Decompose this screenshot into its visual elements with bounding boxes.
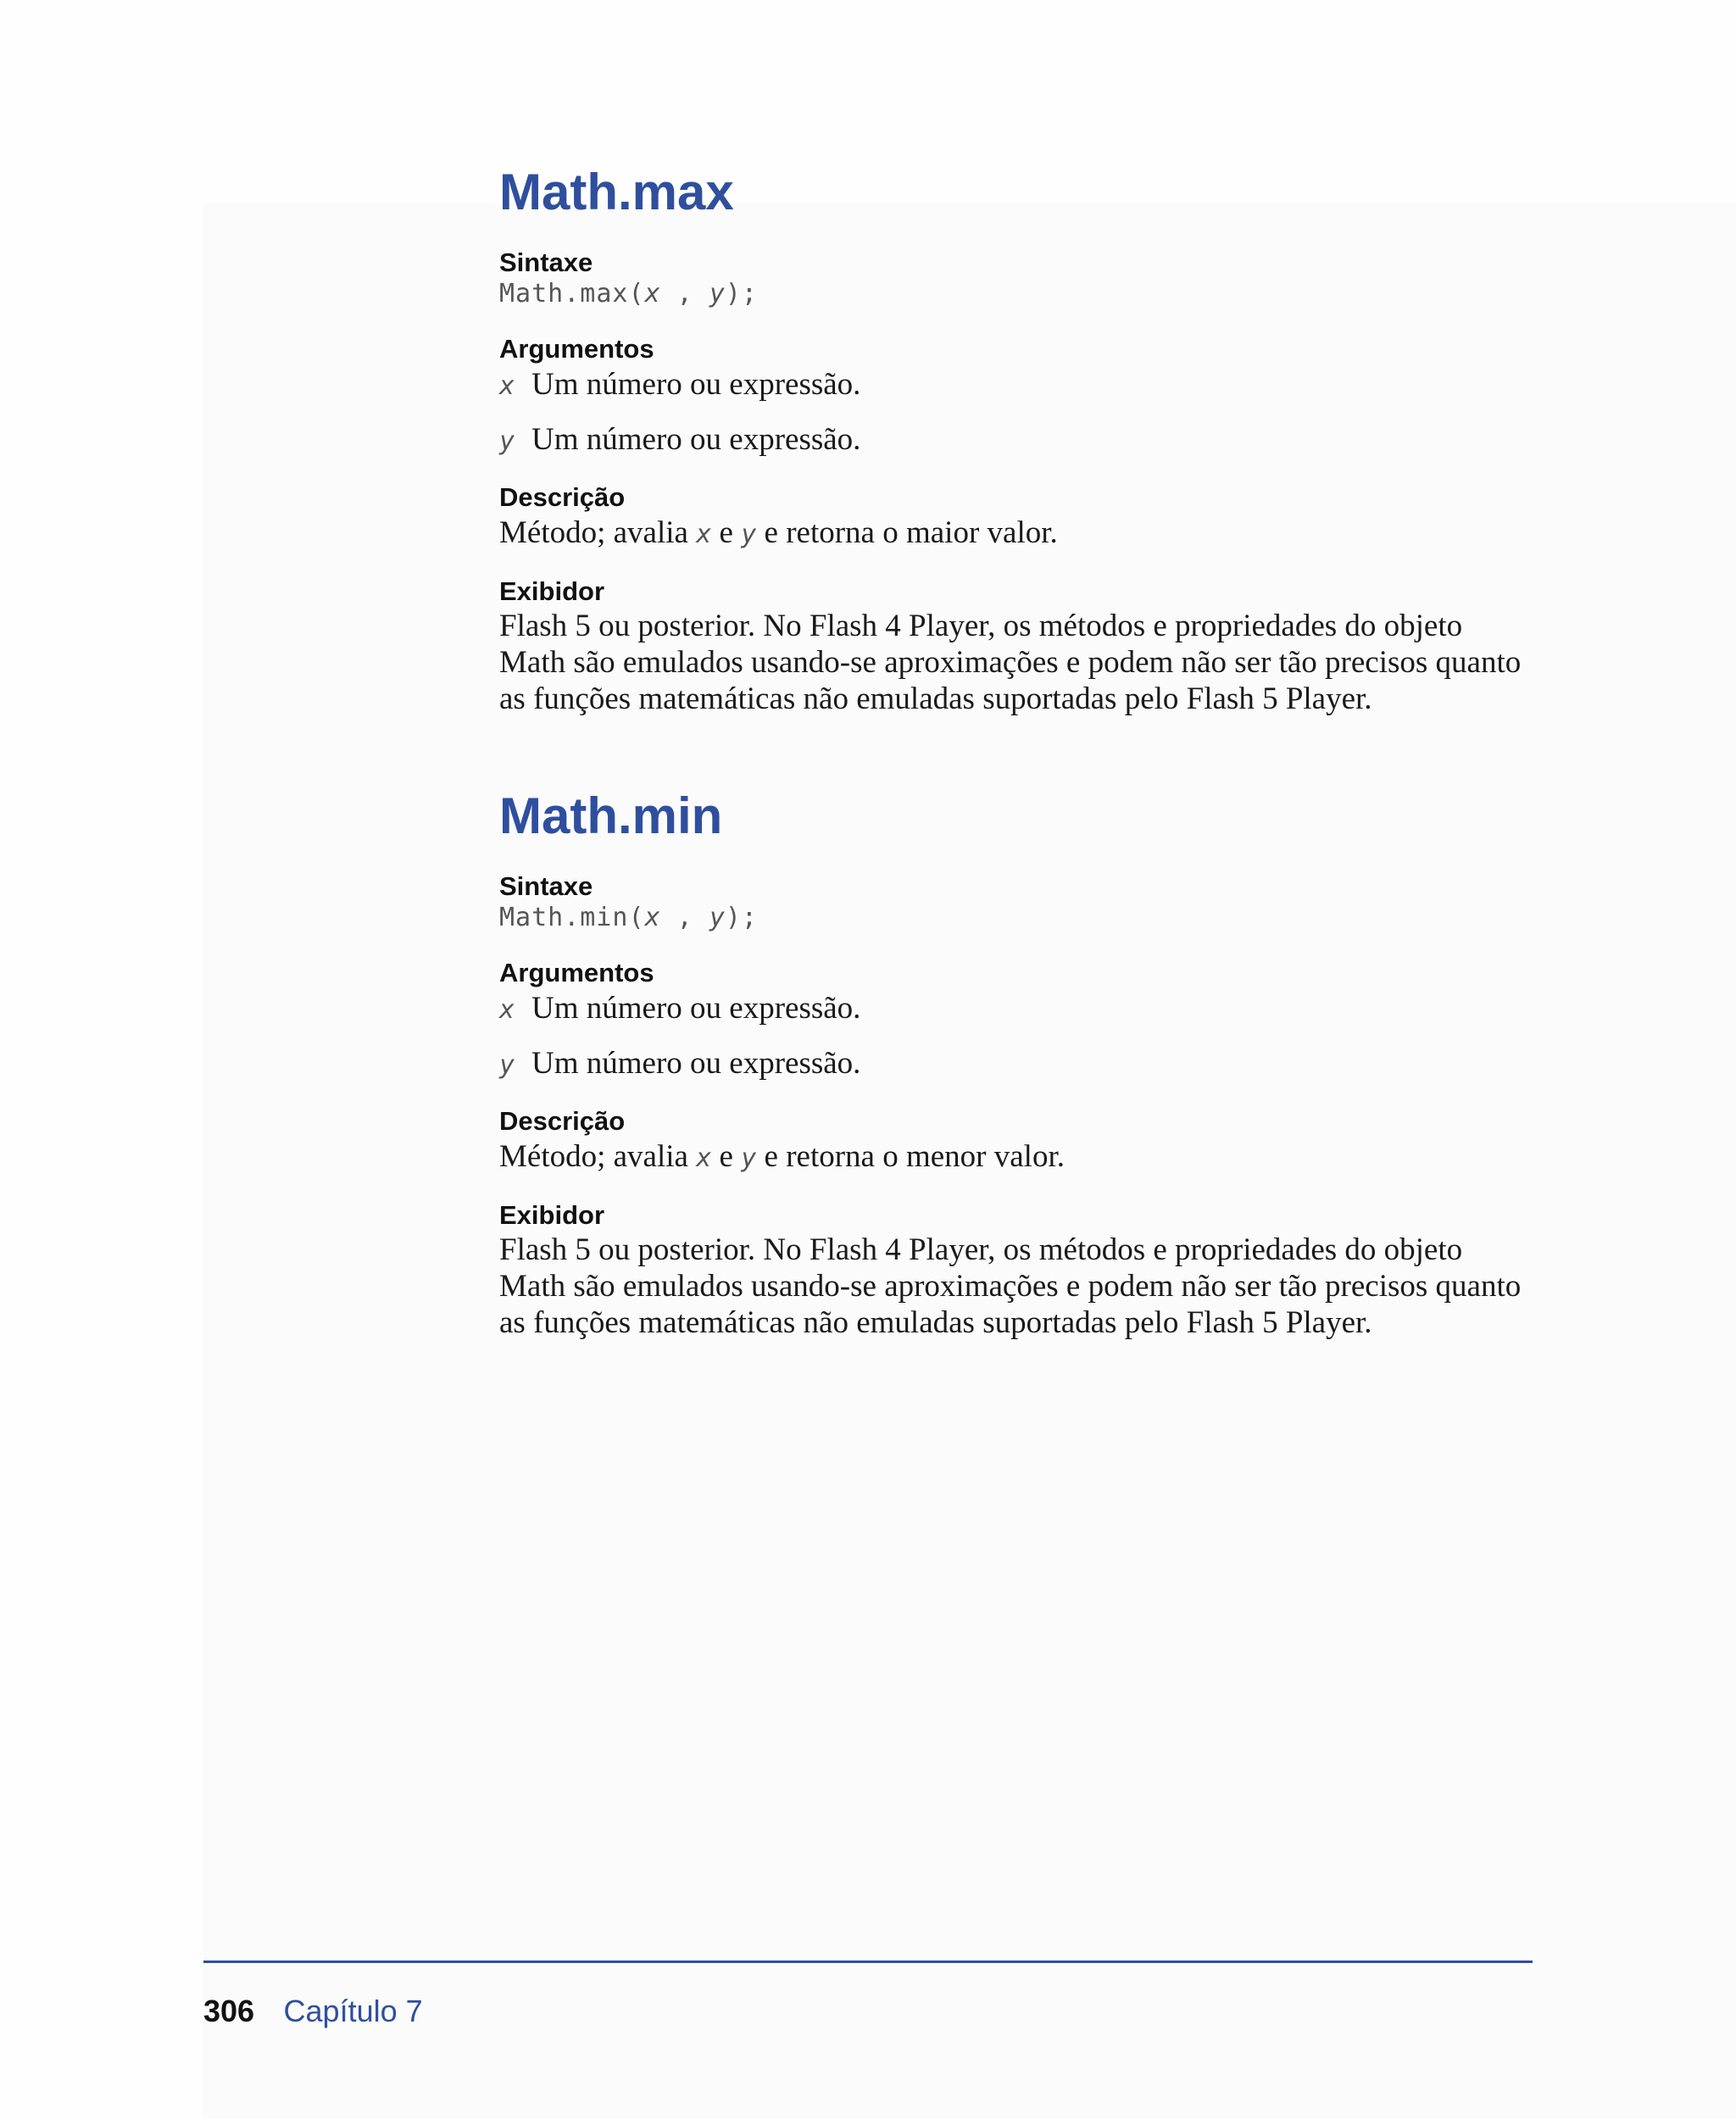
player-label: Exibidor <box>499 576 605 606</box>
argument-item: x Um número ou expressão. <box>499 367 861 402</box>
syntax-label: Sintaxe <box>499 247 593 277</box>
footer-rule <box>203 1960 1533 1963</box>
description-label: Descrição <box>499 1106 626 1136</box>
description-text: Método; avalia x e y e retorna o menor valor. <box>499 1139 1065 1174</box>
description-text: Método; avalia x e y e retorna o maior valor. <box>499 515 1058 550</box>
section-title-math-max: Math.max <box>499 164 734 220</box>
arguments-label: Argumentos <box>499 958 654 987</box>
syntax-code: Math.max(x , y); <box>499 279 758 309</box>
player-label: Exibidor <box>499 1200 605 1230</box>
arguments-label: Argumentos <box>499 334 654 364</box>
description-label: Descrição <box>499 482 626 512</box>
argument-item: x Um número ou expressão. <box>499 991 861 1026</box>
syntax-code: Math.min(x , y); <box>499 903 758 932</box>
player-text: Flash 5 ou posterior. No Flash 4 Player, os métodos e propriedades do objeto Math são emulados usando-se aproximações e podem não ser tão precisos quanto as funções matemáticas não emuladas suportadas pelo Flash 5 Player. <box>499 1232 1522 1340</box>
syntax-label: Sintaxe <box>499 871 593 901</box>
player-text: Flash 5 ou posterior. No Flash 4 Player, os métodos e propriedades do objeto Math são emulados usando-se aproximações e podem não ser tão precisos quanto as funções matemáticas não emuladas suportadas pelo Flash 5 Player. <box>499 609 1522 716</box>
page-number: 306 <box>203 1994 255 2028</box>
section-title-math-min: Math.min <box>499 787 723 844</box>
page-footer <box>203 1994 423 2029</box>
chapter-label: Capítulo 7 <box>283 1994 423 2028</box>
argument-item: y Um número ou expressão. <box>499 1046 861 1081</box>
argument-item: y Um número ou expressão. <box>499 422 861 457</box>
